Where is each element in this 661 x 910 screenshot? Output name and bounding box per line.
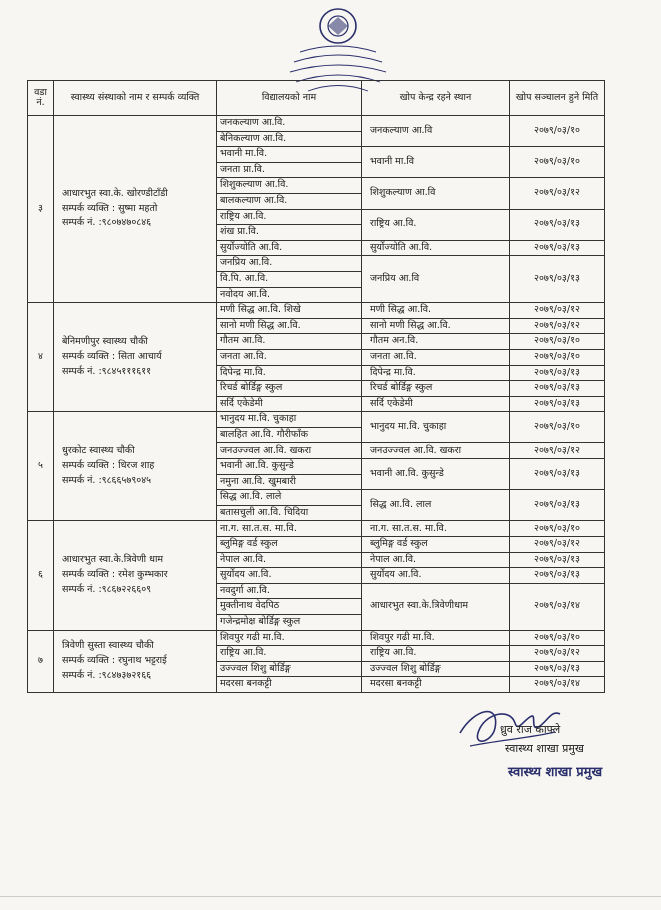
- health-post-phone: सम्पर्क नं. :९८४५१११६११: [62, 365, 152, 377]
- health-post-contact: सम्पर्क व्यक्ति : सिता आचार्य: [62, 350, 162, 362]
- school-name-cell: भवानी मा.वि.: [217, 147, 362, 163]
- vaccination-center-cell: ना.ग. सा.त.स. मा.वि.: [362, 521, 510, 537]
- school-name-cell: वि.पि. आ.वि.: [217, 271, 362, 287]
- health-post-contact: सम्पर्क व्यक्ति : सुष्मा महतो: [62, 202, 158, 214]
- vaccination-center-cell: मदरसा बनकट्टी: [362, 677, 510, 693]
- school-name-cell: बालहित आ.वि. गौरीफाँक: [217, 427, 362, 443]
- vaccination-date-cell: २०७९/०३/१३: [510, 552, 605, 568]
- table-row: [28, 521, 605, 537]
- school-name-cell: गजेन्द्रमोक्ष बोर्डिङ्ग स्कुल: [217, 615, 362, 631]
- vaccination-date-cell: २०७९/०३/१३: [510, 490, 605, 521]
- vaccination-center-cell: रिचर्ड बोर्डिङ्ग स्कुल: [362, 381, 510, 397]
- health-post-org-name: आधारभुत स्वा.के.त्रिवेणी धाम: [62, 554, 164, 566]
- vaccination-center-cell: शिशुकल्याण आ.वि: [362, 178, 510, 209]
- vaccination-date-cell: २०७९/०३/१३: [510, 568, 605, 584]
- school-name-cell: भानुदय मा.वि. चुकाहा: [217, 412, 362, 428]
- vaccination-date-cell: २०७९/०३/१३: [510, 381, 605, 397]
- ward-number-cell: ७: [28, 630, 54, 692]
- vaccination-center-cell: उज्ज्वल शिशु बोर्डिङ्ग: [362, 661, 510, 677]
- school-name-cell: नेपाल आ.वि.: [217, 552, 362, 568]
- health-post-contact: सम्पर्क व्यक्ति : रमेश कुम्भकार: [62, 569, 168, 581]
- table-row: [28, 412, 605, 428]
- vaccination-date-cell: २०७९/०३/१२: [510, 318, 605, 334]
- school-name-cell: सर्दि एकेडेमी: [217, 396, 362, 412]
- vaccination-center-cell: ब्लुमिङ्ग वर्ड स्कुल: [362, 537, 510, 553]
- vaccination-center-cell: जनता आ.वि.: [362, 349, 510, 365]
- school-name-cell: शिशुकल्याण आ.वि.: [217, 178, 362, 194]
- school-name-cell: नवोदय आ.वि.: [217, 287, 362, 303]
- school-name-cell: सुर्योज्योति आ.वि.: [217, 240, 362, 256]
- school-name-cell: सिद्ध आ.वि. लाले: [217, 490, 362, 506]
- school-name-cell: राष्ट्रिय आ.वि.: [217, 209, 362, 225]
- school-name-cell: जनप्रिय आ.वि.: [217, 256, 362, 272]
- vaccination-center-cell: जनप्रिय आ.वि: [362, 256, 510, 303]
- school-name-cell: जनकल्याण आ.वि.: [217, 116, 362, 132]
- school-name-cell: मदरसा बनकट्टी: [217, 677, 362, 693]
- vaccination-date-cell: २०७९/०३/१३: [510, 459, 605, 490]
- school-name-cell: नवदुर्गा आ.वि.: [217, 583, 362, 599]
- vaccination-date-cell: २०७९/०३/१४: [510, 677, 605, 693]
- vaccination-schedule-table: [27, 80, 605, 693]
- vaccination-date-cell: २०७९/०३/१२: [510, 303, 605, 319]
- table-header-row: [28, 81, 605, 116]
- vaccination-date-cell: २०७९/०३/१०: [510, 334, 605, 350]
- vaccination-date-cell: २०७९/०३/१४: [510, 583, 605, 630]
- vaccination-center-cell: भानुदय मा.वि. चुकाहा: [362, 412, 510, 443]
- vaccination-center-cell: नेपाल आ.वि.: [362, 552, 510, 568]
- health-post-phone: सम्पर्क नं. :९८४७३७२१६६: [62, 669, 152, 681]
- school-name-cell: जनता प्रा.वि.: [217, 162, 362, 178]
- vaccination-schedule-table-wrap: [27, 80, 604, 693]
- vaccination-center-cell: सिद्ध आ.वि. लाल: [362, 490, 510, 521]
- col-center-header: खोप केन्द्र रहने स्थान: [362, 81, 510, 116]
- vaccination-date-cell: २०७९/०३/१०: [510, 349, 605, 365]
- table-body: [28, 116, 605, 693]
- signatory-title: स्वास्थ्य शाखा प्रमुख: [505, 742, 584, 755]
- signatory-name: ध्रुव राज काफ्ले: [500, 723, 561, 736]
- vaccination-center-cell: जनउज्ज्वल आ.वि. खकरा: [362, 443, 510, 459]
- school-name-cell: मणी सिद्ध आ.वि. शिखे: [217, 303, 362, 319]
- table-row: [28, 116, 605, 132]
- health-post-cell: [54, 630, 217, 692]
- health-post-phone: सम्पर्क नं. :९८६६५७९०४५: [62, 474, 152, 486]
- vaccination-date-cell: २०७९/०३/१३: [510, 396, 605, 412]
- school-name-cell: बतासचुली आ.वि. चिदिया: [217, 505, 362, 521]
- school-name-cell: रिचर्ड बोर्डिङ्ग स्कुल: [217, 381, 362, 397]
- school-name-cell: राष्ट्रिय आ.वि.: [217, 646, 362, 662]
- health-post-org-name: त्रिवेणी सुस्ता स्वास्थ्य चौकी: [62, 640, 154, 652]
- ward-number-cell: ५: [28, 412, 54, 521]
- table-row: [28, 630, 605, 646]
- school-name-cell: दिपेन्द्र मा.वि.: [217, 365, 362, 381]
- vaccination-center-cell: जनकल्याण आ.वि: [362, 116, 510, 147]
- vaccination-date-cell: २०७९/०३/१०: [510, 116, 605, 147]
- vaccination-center-cell: सुर्योज्योति आ.वि.: [362, 240, 510, 256]
- col-date-header: खोप सञ्चालन हुने मिति: [510, 81, 605, 116]
- school-name-cell: बेनिकल्याण आ.वि.: [217, 131, 362, 147]
- school-name-cell: ब्लुमिङ्ग वर्ड स्कुल: [217, 537, 362, 553]
- vaccination-date-cell: २०७९/०३/१३: [510, 240, 605, 256]
- school-name-cell: जनउज्ज्वल आ.वि. खकरा: [217, 443, 362, 459]
- ward-number-cell: ३: [28, 116, 54, 303]
- table-row: [28, 303, 605, 319]
- vaccination-center-cell: आधारभुत स्वा.के.त्रिवेणीधाम: [362, 583, 510, 630]
- vaccination-date-cell: २०७९/०३/१२: [510, 646, 605, 662]
- school-name-cell: उज्ज्वल शिशु बोर्डिङ्ग: [217, 661, 362, 677]
- vaccination-center-cell: मणी सिद्ध आ.वि.: [362, 303, 510, 319]
- health-post-org-name: आधारभुत स्वा.के. खोरण्डीटाँडी: [62, 187, 168, 199]
- vaccination-center-cell: शिवपुर गढी मा.वि.: [362, 630, 510, 646]
- health-post-phone: सम्पर्क नं. :९८०७४७०८४६: [62, 217, 152, 229]
- vaccination-center-cell: सर्दि एकेडेमी: [362, 396, 510, 412]
- vaccination-date-cell: २०७९/०३/१३: [510, 661, 605, 677]
- school-name-cell: शिवपुर गढी मा.वि.: [217, 630, 362, 646]
- school-name-cell: मुक्तीनाथ वेदपिठ: [217, 599, 362, 615]
- school-name-cell: सानो मणी सिद्ध आ.वि.: [217, 318, 362, 334]
- vaccination-center-cell: भवानी मा.वि: [362, 147, 510, 178]
- vaccination-date-cell: २०७९/०३/१२: [510, 537, 605, 553]
- school-name-cell: भवानी आ.वि. कुसुन्डे: [217, 459, 362, 475]
- health-post-org-name: धुरकोट स्वास्थ्य चौकी: [62, 445, 135, 457]
- vaccination-date-cell: २०७९/०३/१०: [510, 630, 605, 646]
- vaccination-center-cell: राष्ट्रिय आ.वि.: [362, 209, 510, 240]
- health-post-contact: सम्पर्क व्यक्ति : धिरज शाह: [62, 460, 155, 471]
- vaccination-center-cell: दिपेन्द्र मा.वि.: [362, 365, 510, 381]
- vaccination-date-cell: २०७९/०३/१३: [510, 365, 605, 381]
- health-post-cell: [54, 116, 217, 303]
- school-name-cell: गौतम आ.वि.: [217, 334, 362, 350]
- vaccination-date-cell: २०७९/०३/१०: [510, 147, 605, 178]
- vaccination-date-cell: २०७९/०३/१०: [510, 412, 605, 443]
- health-post-org-name: बेनिमणीपुर स्वास्थ्य चौकी: [62, 336, 148, 348]
- vaccination-date-cell: २०७९/०३/१३: [510, 209, 605, 240]
- col-org-header: स्वास्थ्य संस्थाको नाम र सम्पर्क व्यक्ति: [54, 81, 217, 116]
- school-name-cell: जनता आ.वि.: [217, 349, 362, 365]
- school-name-cell: शंख प्रा.वि.: [217, 225, 362, 241]
- health-post-cell: [54, 303, 217, 412]
- footer-divider: [0, 896, 661, 897]
- vaccination-date-cell: २०७९/०३/१२: [510, 178, 605, 209]
- school-name-cell: ना.ग. सा.त.स. मा.वि.: [217, 521, 362, 537]
- stamp-title: स्वास्थ्य शाखा प्रमुख: [508, 765, 603, 780]
- health-post-cell: [54, 521, 217, 630]
- vaccination-center-cell: सुर्योदय आ.वि.: [362, 568, 510, 584]
- school-name-cell: बालकल्याण आ.वि.: [217, 193, 362, 209]
- school-name-cell: नमुना आ.वि. खुमबारी: [217, 474, 362, 490]
- vaccination-center-cell: गौतम अन.वि.: [362, 334, 510, 350]
- vaccination-date-cell: २०७९/०३/१०: [510, 521, 605, 537]
- vaccination-date-cell: २०७९/०३/१३: [510, 256, 605, 303]
- vaccination-date-cell: २०७९/०३/१२: [510, 443, 605, 459]
- col-school-header: विद्यालयको नाम: [217, 81, 362, 116]
- ward-number-cell: ६: [28, 521, 54, 630]
- health-post-cell: [54, 412, 217, 521]
- vaccination-center-cell: राष्ट्रिय आ.वि.: [362, 646, 510, 662]
- health-post-contact: सम्पर्क व्यक्ति : रघुनाथ भट्टराई: [62, 654, 167, 666]
- school-name-cell: सुर्योदय आ.वि.: [217, 568, 362, 584]
- health-post-phone: सम्पर्क नं. :९८६७२२६६०९: [62, 583, 152, 595]
- vaccination-center-cell: सानो मणी सिद्ध आ.वि.: [362, 318, 510, 334]
- col-ward-header: वडा नं.: [28, 81, 54, 116]
- ward-number-cell: ४: [28, 303, 54, 412]
- vaccination-center-cell: भवानी आ.वि. कुसुन्डे: [362, 459, 510, 490]
